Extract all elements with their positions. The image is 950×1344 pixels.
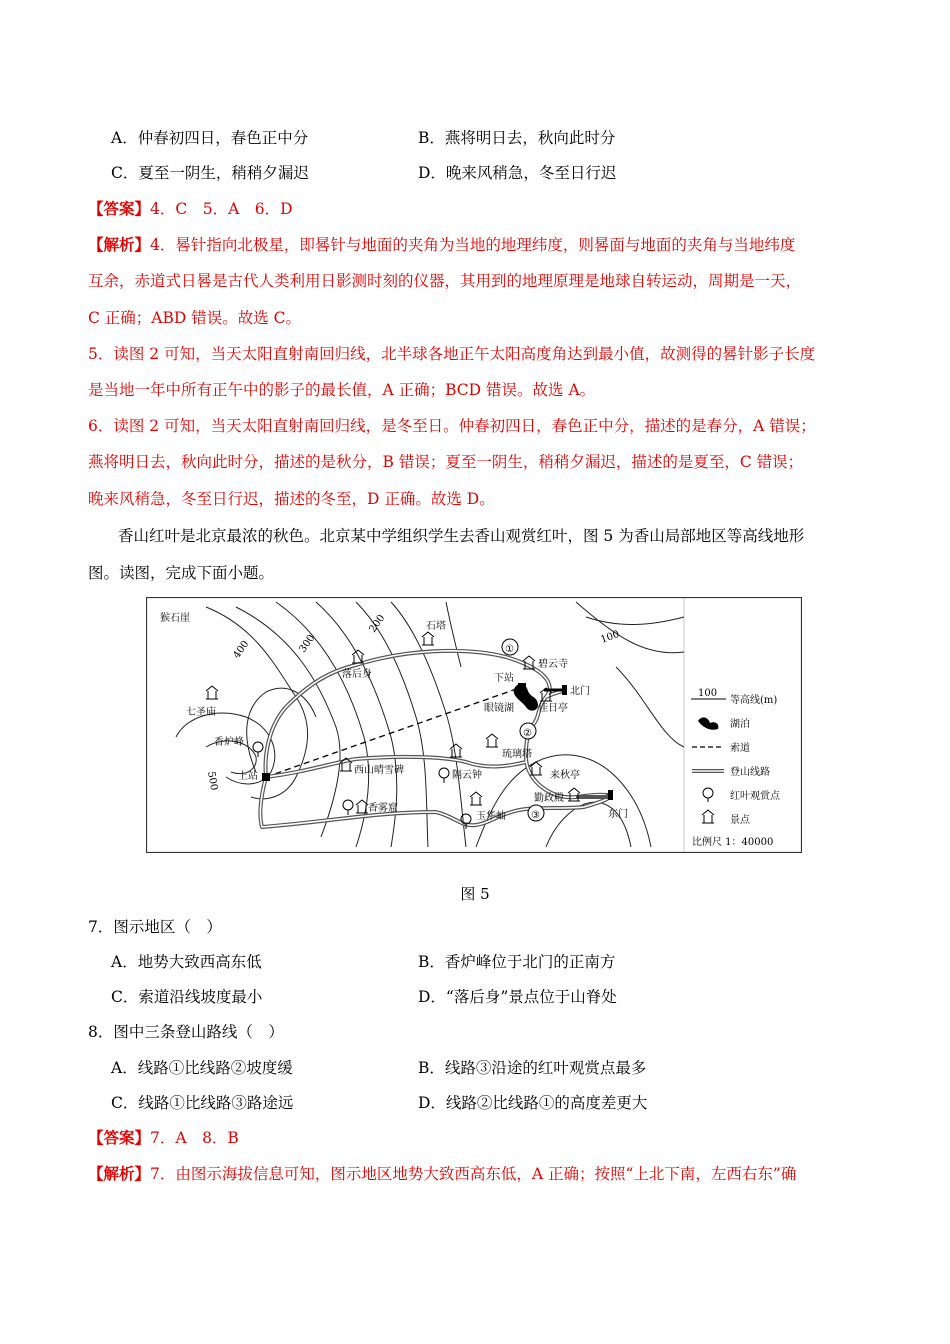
intro-line-2: 图。读图，完成下面小题。 <box>88 564 275 582</box>
legend-cableway-label: 索道 <box>730 743 750 754</box>
dongmen-gate <box>608 790 613 800</box>
shangzhan-station <box>262 773 270 781</box>
label-biyun: 碧云寺 <box>538 659 568 670</box>
route-3-label: ③ <box>531 810 540 821</box>
analysis-line-6: 6．读图 2 可知，当天太阳直射南回归线，是冬至日。仲春初四日，春色正中分，描述的是春分，A 错误； <box>88 417 816 435</box>
label-luohou: 落后身 <box>342 669 372 680</box>
q7-option-b: B．香炉峰位于北门的正南方 <box>418 953 616 971</box>
analysis-line-2: 互余，赤道式日晷是古代人类利用日影测时刻的仪器，其用到的地理原理是地球自转运动，周期是一天， <box>88 272 802 290</box>
analysis-line-3: C 正确；ABD 错误。故选 C。 <box>88 309 302 327</box>
contour-label-400: 400 <box>231 638 252 661</box>
analysis-line-7: 燕将明日去，秋向此时分，描述的是秋分，B 错误；夏至一阴生，稍稍夕漏迟，描述的是夏至，C 错误； <box>88 453 804 471</box>
q6-option-b: B．燕将明日去，秋向此时分 <box>418 129 616 147</box>
answer-line-1 <box>88 199 868 219</box>
legend-contour-sample: 100 <box>698 688 718 699</box>
label-shangzhan: 上站 <box>238 771 258 782</box>
analysis-line-8: 晚来风稍急，冬至日行迟，描述的冬至，D 正确。故选 D。 <box>88 490 495 508</box>
label-housi: 猴石崖 <box>160 613 190 624</box>
label-shita: 石塔 <box>426 621 446 632</box>
analysis2-line-1 <box>88 1164 868 1184</box>
label-xianglu: 香炉峰 <box>214 737 244 748</box>
legend-trail-label: 登山线路 <box>730 767 770 778</box>
xiazhan-station <box>518 683 526 691</box>
q7-stem: 7．图示地区（ ） <box>88 918 222 936</box>
label-xishan: 西山晴雪碑 <box>354 765 404 776</box>
analysis-text-1: 4．晷针指向北极星，即晷针与地面的夹角为当地的地理纬度，则晷面与地面的夹角与当地纬度 <box>150 236 796 254</box>
answer-line-2 <box>88 1128 868 1148</box>
answer-text: 4．C 5．A 6．D <box>150 200 293 218</box>
legend-contour-label: 等高线(m) <box>730 695 778 706</box>
answer-tag: 【答案】 <box>88 199 151 218</box>
label-yuhua: 玉华岫 <box>476 811 506 822</box>
analysis-tag: 【解析】 <box>88 235 151 254</box>
answer-tag-2: 【答案】 <box>88 1128 151 1147</box>
contour-label-500: 500 <box>205 770 220 792</box>
label-xiangwu: 香雾窟 <box>368 803 398 814</box>
legend-scale: 比例尺 1：40000 <box>692 837 774 848</box>
label-beimen: 北门 <box>570 686 590 697</box>
contour-label-200: 200 <box>367 612 388 635</box>
label-qisheng: 七圣庙 <box>186 707 216 718</box>
contour-map <box>146 597 802 853</box>
label-laiqiu: 来秋亭 <box>550 770 580 781</box>
q7-option-d: D．“落后身”景点位于山脊处 <box>418 988 617 1006</box>
analysis-line-5: 是当地一年中所有正午中的影子的最长值，A 正确；BCD 错误。故选 A。 <box>88 381 596 399</box>
analysis-tag-2: 【解析】 <box>88 1164 151 1183</box>
answer-text-2: 7．A 8．B <box>150 1129 239 1147</box>
contour-label-300: 300 <box>297 632 318 655</box>
label-dongmen: 东门 <box>608 809 628 820</box>
q8-stem: 8．图中三条登山路线（ ） <box>88 1023 284 1041</box>
q8-option-b: B．线路③沿途的红叶观赏点最多 <box>418 1059 647 1077</box>
legend-spot-label: 景点 <box>730 815 750 826</box>
route-2-label: ② <box>523 728 532 739</box>
intro-line-1: 香山红叶是北京最浓的秋色。北京某中学组织学生去香山观赏红叶，图 5 为香山局部地区等高线地形 <box>118 527 805 545</box>
legend-redleaf-label: 红叶观赏点 <box>730 791 780 802</box>
contour-label-100: 100 <box>599 628 621 646</box>
q6-option-a: A．仲春初四日，春色正中分 <box>111 129 309 147</box>
label-jiari: 佳日亭 <box>538 703 568 714</box>
q7-option-a: A．地势大致西高东低 <box>111 953 262 971</box>
q8-option-c: C．线路①比线路③路途远 <box>111 1094 294 1112</box>
route-1-label: ① <box>505 644 514 655</box>
q7-option-c: C．索道沿线坡度最小 <box>111 988 263 1006</box>
legend-lake-label: 湖泊 <box>730 719 750 730</box>
analysis-line-4: 5．读图 2 可知，当天太阳直射南回归线，北半球各地正午太阳高度角达到最小值，故测得的晷针影子长度 <box>88 345 816 363</box>
analysis-line-1 <box>88 235 868 255</box>
q8-option-a: A．线路①比线路②坡度缓 <box>111 1059 293 1077</box>
label-yanjing: 眼镜湖 <box>484 703 514 714</box>
q8-option-d: D．线路②比线路①的高度差更大 <box>418 1094 648 1112</box>
label-xiazhan: 下站 <box>494 673 514 684</box>
figure-caption: 图 5 <box>460 885 490 903</box>
label-liuli: 琉璃塔 <box>502 749 532 760</box>
label-geyun: 隔云钟 <box>452 770 482 781</box>
label-qinzheng: 勤政殿 <box>534 793 564 804</box>
beimen-gate <box>562 685 567 695</box>
q6-option-c: C．夏至一阴生，稍稍夕漏迟 <box>111 164 309 182</box>
contour-map-figure <box>146 597 802 853</box>
q6-option-d: D．晚来风稍急，冬至日行迟 <box>418 164 617 182</box>
analysis2-text-1: 7．由图示海拔信息可知，图示地区地势大致西高东低，A 正确；按照“上北下南，左西右东”确 <box>150 1165 797 1183</box>
